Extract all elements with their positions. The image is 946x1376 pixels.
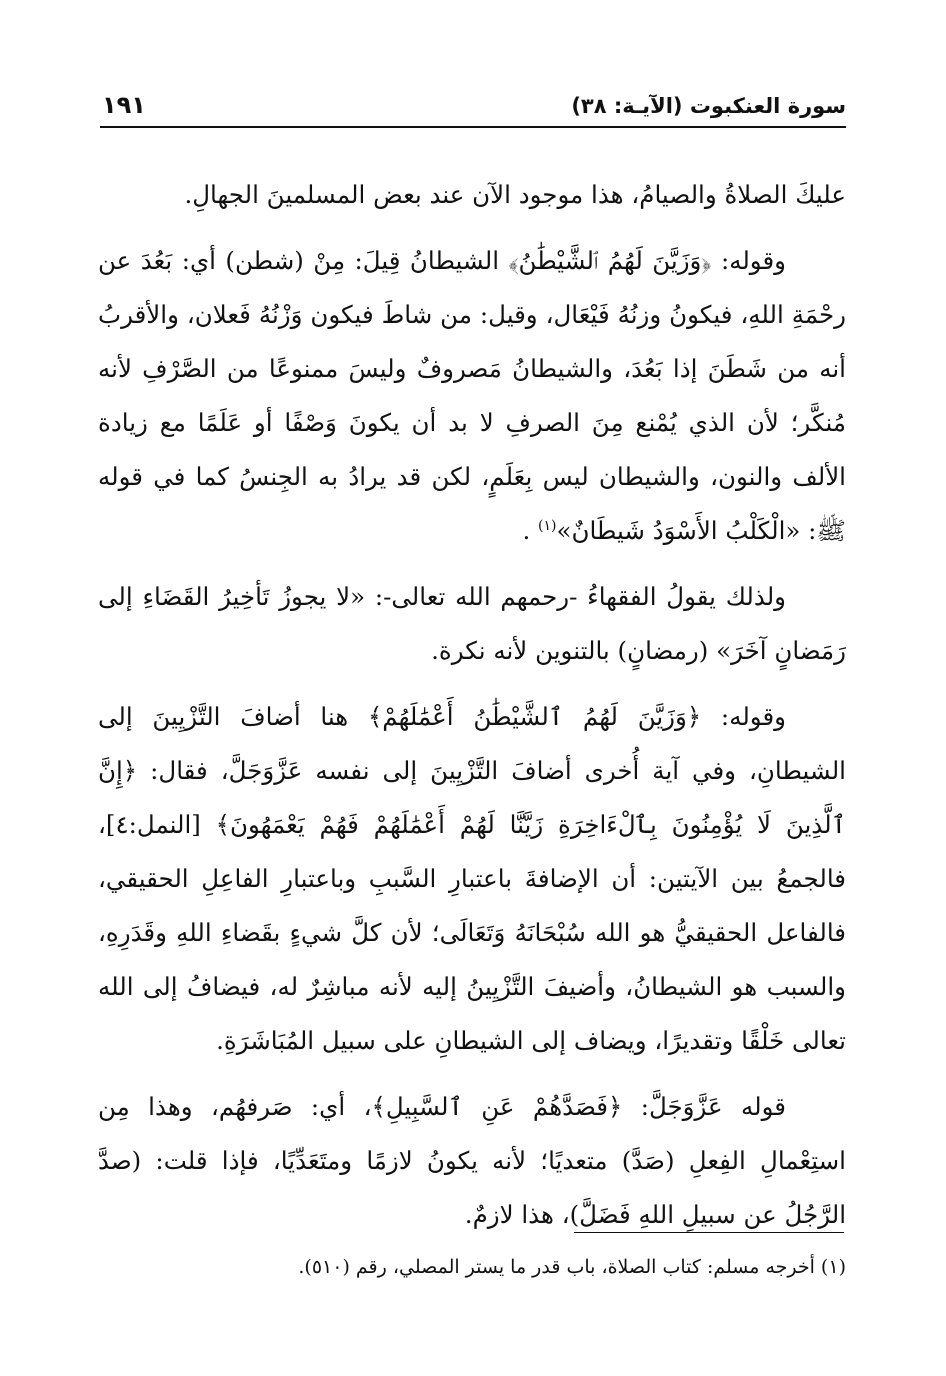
- paragraph-tazyin: وقوله: ﴿وَزَيَّنَ لَهُمُ ٱلشَّيْطَٰنُ أَعْمَٰلَهُمْ﴾ هنا أضافَ التَّزْيِينَ إلى الشيطانِ، وفي آية أُخرى أضافَ التَّزْيِينَ إلى نفسه عَزَّوَجَلَّ، فقال: ﴿إِنَّ ٱلَّذِينَ لَا يُؤْمِنُونَ بِٱلْءَاخِرَةِ زَيَّنَّا لَهُمْ أَعْمَٰلَهُمْ فَهُمْ يَعْمَهُونَ﴾ [النمل:٤]، فالجمعُ بين الآيتين: أن الإضافةَ باعتبارِ السَّببِ وباعتبارِ الفاعِلِ الحقيقي، فالفاعل الحقيقيُّ هو الله سُبْحَانَهُ وَتَعَالَى؛ لأن كلَّ شيءٍ بقَضاءِ اللهِ وقَدَرِهِ، والسبب هو الشيطانُ، وأضيفَ التَّزْيِينُ إليه لأنه مباشِرٌ له، فيضافُ إلى الله تعالى خَلْقًا وتقديرًا، ويضاف إلى الشيطانِ على سبيل المُبَاشَرَةِ.: [98, 702, 846, 1055]
- footnote-reference: (١): [538, 517, 557, 534]
- paragraph-text: وقوله: ﴿وَزَيَّنَ لَهُمُ ٱلشَّيْطَٰنُ﴾ الشيطانُ قِيلَ: مِنْ (شطن) أي: بَعُدَ عن رحْمَةِ اللهِ، فيكونُ وزنُهُ فَيْعَال، وقيل: من شاطَ فيكون وَزْنُهُ فَعلان، والأقربُ أنه من شَطَنَ إذا بَعُدَ، والشيطانُ مَصروفٌ وليسَ ممنوعًا من الصَّرْفِ لأنه مُنكَّر؛ لأن الذي يُمْنع مِنَ الصرفِ لا بد أن يكونَ وَصْفًا أو عَلَمًا مع زيادة الألف والنون، والشيطان ليس بِعَلَمٍ، لكن قد يرادُ به الجِنسُ كما في قوله ﷺ: «الْكَلْبُ الأَسْوَدُ شَيطَانٌ»: [98, 246, 846, 545]
- running-title: سورة العنكبوت (الآيـة: ٣٨): [571, 94, 846, 118]
- paragraph-sadd: قوله عَزَّوَجَلَّ: ﴿فَصَدَّهُمْ عَنِ ٱلسَّبِيلِ﴾، أي: صَرفهُم، وهذا مِن استِعْمالِ الفِعلِ (صَدَّ) متعديًا؛ لأنه يكونُ لازمًا ومتَعَدِّيًا، فإذا قلت: (صدَّ الرَّجُلُ عن سبيلِ اللهِ فَضَلَّ)، هذا لازمٌ.: [98, 1092, 846, 1229]
- body-text: [98, 168, 846, 1254]
- paragraph-shaytan-definition: [98, 234, 846, 558]
- page-number: ١٩١: [102, 91, 146, 119]
- header-divider: [100, 126, 846, 128]
- paragraph-continuation: عليكَ الصلاةُ والصيامُ، هذا موجود الآن عند بعض المسلمينَ الجهالِ.: [184, 180, 846, 209]
- footnote: (١) أخرجه مسلم: كتاب الصلاة، باب قدر ما يستر المصلي، رقم (٥١٠).: [298, 1256, 846, 1278]
- footnote-divider: [574, 1232, 844, 1233]
- paragraph-end: .: [522, 516, 539, 545]
- paragraph-fuqaha: ولذلك يقولُ الفقهاءُ -رحمهم الله تعالى-: «لا يجوزُ تَأخِيرُ القَضَاءِ إلى رَمَضانٍ آخَرَ» (رمضانٍ) بالتنوين لأنه نكرة.: [98, 582, 846, 665]
- page-header: [100, 86, 846, 126]
